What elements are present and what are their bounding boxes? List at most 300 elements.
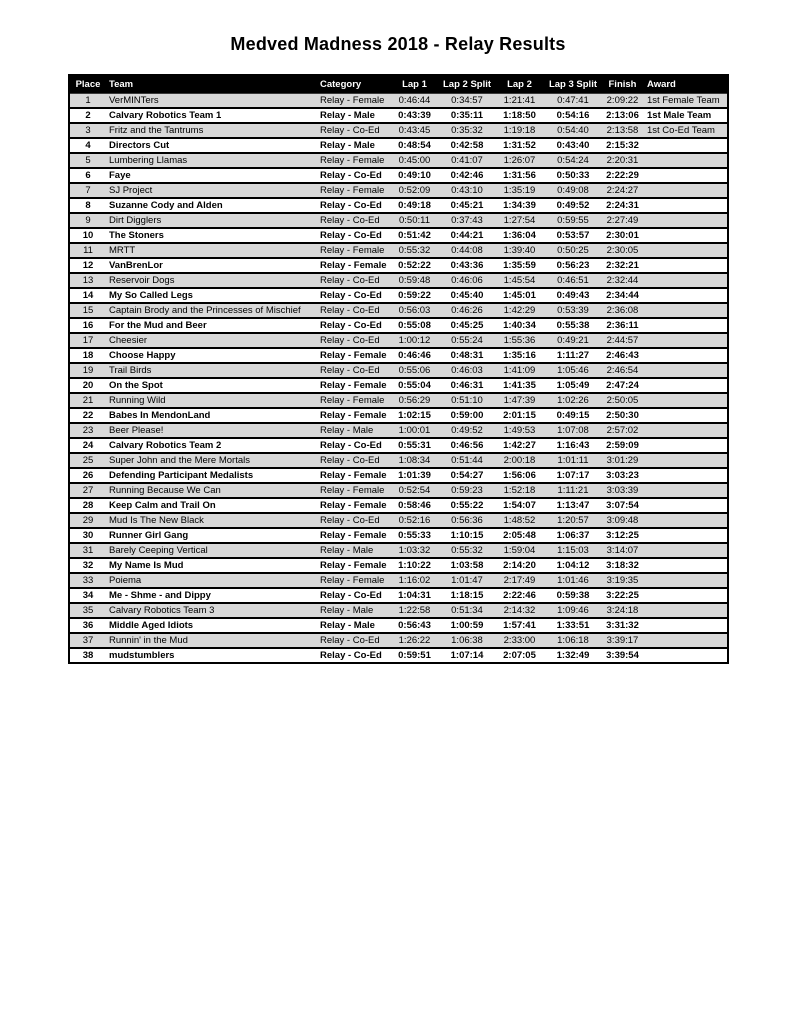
- cell-lap2split: 0:42:46: [439, 168, 494, 183]
- cell-lap2: 1:19:18: [494, 123, 544, 138]
- cell-lap2split: 0:45:25: [439, 318, 494, 333]
- cell-lap2: 1:52:18: [494, 483, 544, 498]
- cell-team: Babes In MendonLand: [105, 408, 316, 423]
- cell-place: 38: [69, 648, 105, 663]
- cell-place: 14: [69, 288, 105, 303]
- cell-lap1: 1:00:12: [389, 333, 439, 348]
- cell-category: Relay - Co-Ed: [316, 363, 389, 378]
- cell-finish: 2:30:01: [601, 228, 643, 243]
- cell-lap2split: 0:34:57: [439, 94, 494, 109]
- table-row: [69, 543, 728, 558]
- cell-lap2: 1:56:06: [494, 468, 544, 483]
- cell-place: 7: [69, 183, 105, 198]
- cell-lap2: 2:14:20: [494, 558, 544, 573]
- cell-award: [643, 648, 728, 663]
- results-table: [68, 74, 729, 664]
- cell-team: Runner Girl Gang: [105, 528, 316, 543]
- cell-finish: 3:22:25: [601, 588, 643, 603]
- cell-lap2split: 0:45:21: [439, 198, 494, 213]
- page-title: Medved Madness 2018 - Relay Results: [230, 34, 566, 54]
- cell-lap3split: 1:16:43: [544, 438, 601, 453]
- cell-lap2split: 0:55:22: [439, 498, 494, 513]
- table-row: [69, 393, 728, 408]
- cell-lap2split: 0:46:26: [439, 303, 494, 318]
- cell-category: Relay - Co-Ed: [316, 648, 389, 663]
- table-row: [69, 498, 728, 513]
- cell-lap2: 2:07:05: [494, 648, 544, 663]
- cell-award: [643, 588, 728, 603]
- cell-team: Beer Please!: [105, 423, 316, 438]
- cell-finish: 2:47:24: [601, 378, 643, 393]
- cell-lap2split: 1:03:58: [439, 558, 494, 573]
- table-row: [69, 573, 728, 588]
- cell-lap1: 1:16:02: [389, 573, 439, 588]
- table-row: [69, 558, 728, 573]
- cell-finish: 3:09:48: [601, 513, 643, 528]
- cell-team: On the Spot: [105, 378, 316, 393]
- cell-award: [643, 228, 728, 243]
- cell-team: Dirt Digglers: [105, 213, 316, 228]
- cell-place: 19: [69, 363, 105, 378]
- cell-team: Calvary Robotics Team 2: [105, 438, 316, 453]
- cell-lap3split: 0:54:16: [544, 108, 601, 123]
- cell-team: Keep Calm and Trail On: [105, 498, 316, 513]
- cell-lap2split: 0:51:44: [439, 453, 494, 468]
- cell-category: Relay - Female: [316, 348, 389, 363]
- cell-lap3split: 1:11:27: [544, 348, 601, 363]
- table-row: [69, 408, 728, 423]
- cell-lap3split: 1:13:47: [544, 498, 601, 513]
- cell-category: Relay - Male: [316, 108, 389, 123]
- cell-award: [643, 363, 728, 378]
- cell-lap3split: 1:06:37: [544, 528, 601, 543]
- cell-lap2split: 1:06:38: [439, 633, 494, 648]
- cell-finish: 3:24:18: [601, 603, 643, 618]
- cell-finish: 3:31:32: [601, 618, 643, 633]
- cell-finish: 2:13:58: [601, 123, 643, 138]
- table-row: [69, 288, 728, 303]
- cell-finish: 2:27:49: [601, 213, 643, 228]
- cell-finish: 3:39:17: [601, 633, 643, 648]
- cell-finish: 3:18:32: [601, 558, 643, 573]
- cell-lap1: 1:04:31: [389, 588, 439, 603]
- cell-award: [643, 333, 728, 348]
- cell-lap2split: 0:48:31: [439, 348, 494, 363]
- table-row: [69, 423, 728, 438]
- cell-award: [643, 393, 728, 408]
- cell-lap3split: 0:53:57: [544, 228, 601, 243]
- cell-team: Calvary Robotics Team 1: [105, 108, 316, 123]
- table-row: [69, 303, 728, 318]
- cell-finish: 2:32:44: [601, 273, 643, 288]
- table-header: [69, 75, 728, 94]
- cell-lap2split: 0:46:06: [439, 273, 494, 288]
- cell-place: 15: [69, 303, 105, 318]
- cell-lap2: 1:47:39: [494, 393, 544, 408]
- cell-award: [643, 468, 728, 483]
- cell-lap2split: 0:37:43: [439, 213, 494, 228]
- cell-lap1: 0:48:54: [389, 138, 439, 153]
- table-row: [69, 468, 728, 483]
- cell-lap3split: 0:49:08: [544, 183, 601, 198]
- cell-lap2split: 1:10:15: [439, 528, 494, 543]
- cell-place: 11: [69, 243, 105, 258]
- cell-lap1: 0:43:45: [389, 123, 439, 138]
- cell-lap3split: 0:49:52: [544, 198, 601, 213]
- cell-place: 4: [69, 138, 105, 153]
- cell-lap2: 2:17:49: [494, 573, 544, 588]
- cell-lap2: 1:35:16: [494, 348, 544, 363]
- cell-place: 13: [69, 273, 105, 288]
- cell-category: Relay - Female: [316, 258, 389, 273]
- cell-award: [643, 378, 728, 393]
- table-row: [69, 603, 728, 618]
- cell-lap3split: 1:11:21: [544, 483, 601, 498]
- table-row: [69, 258, 728, 273]
- cell-lap2: 1:39:40: [494, 243, 544, 258]
- cell-award: [643, 498, 728, 513]
- cell-finish: 2:09:22: [601, 94, 643, 109]
- cell-lap1: 1:00:01: [389, 423, 439, 438]
- cell-lap1: 0:52:22: [389, 258, 439, 273]
- cell-team: Running Because We Can: [105, 483, 316, 498]
- cell-team: My So Called Legs: [105, 288, 316, 303]
- cell-category: Relay - Co-Ed: [316, 453, 389, 468]
- cell-category: Relay - Female: [316, 573, 389, 588]
- cell-category: Relay - Female: [316, 528, 389, 543]
- cell-lap3split: 1:05:49: [544, 378, 601, 393]
- cell-finish: 2:36:11: [601, 318, 643, 333]
- cell-lap2split: 0:43:10: [439, 183, 494, 198]
- cell-lap2split: 0:45:40: [439, 288, 494, 303]
- cell-category: Relay - Female: [316, 483, 389, 498]
- cell-lap2: 1:31:52: [494, 138, 544, 153]
- cell-lap1: 1:10:22: [389, 558, 439, 573]
- table-row: [69, 633, 728, 648]
- cell-lap2split: 0:43:36: [439, 258, 494, 273]
- cell-award: [643, 483, 728, 498]
- cell-lap3split: 0:59:55: [544, 213, 601, 228]
- cell-team: Running Wild: [105, 393, 316, 408]
- cell-lap3split: 1:33:51: [544, 618, 601, 633]
- cell-lap2: 1:40:34: [494, 318, 544, 333]
- column-header-lap3split: Lap 3 Split: [544, 75, 601, 94]
- cell-team: VerMINTers: [105, 94, 316, 109]
- cell-lap3split: 0:47:41: [544, 94, 601, 109]
- cell-place: 33: [69, 573, 105, 588]
- cell-award: 1st Female Team: [643, 94, 728, 109]
- cell-award: [643, 273, 728, 288]
- cell-lap3split: 0:54:24: [544, 153, 601, 168]
- cell-lap2: 1:49:53: [494, 423, 544, 438]
- cell-place: 37: [69, 633, 105, 648]
- cell-team: The Stoners: [105, 228, 316, 243]
- cell-lap2: 1:35:59: [494, 258, 544, 273]
- cell-lap1: 0:59:48: [389, 273, 439, 288]
- table-row: [69, 648, 728, 663]
- cell-lap3split: 0:55:38: [544, 318, 601, 333]
- table-row: [69, 228, 728, 243]
- column-header-finish: Finish: [601, 75, 643, 94]
- cell-team: Faye: [105, 168, 316, 183]
- cell-place: 2: [69, 108, 105, 123]
- cell-award: [643, 258, 728, 273]
- cell-team: Middle Aged Idiots: [105, 618, 316, 633]
- cell-category: Relay - Female: [316, 94, 389, 109]
- cell-team: mudstumblers: [105, 648, 316, 663]
- cell-lap1: 1:08:34: [389, 453, 439, 468]
- cell-award: [643, 528, 728, 543]
- cell-finish: 2:36:08: [601, 303, 643, 318]
- cell-lap3split: 0:50:25: [544, 243, 601, 258]
- cell-award: [643, 603, 728, 618]
- cell-lap2: 1:34:39: [494, 198, 544, 213]
- cell-award: [643, 168, 728, 183]
- cell-category: Relay - Co-Ed: [316, 123, 389, 138]
- column-header-award: Award: [643, 75, 728, 94]
- cell-lap1: 0:59:22: [389, 288, 439, 303]
- cell-team: For the Mud and Beer: [105, 318, 316, 333]
- cell-category: Relay - Female: [316, 498, 389, 513]
- cell-finish: 2:34:44: [601, 288, 643, 303]
- cell-team: SJ Project: [105, 183, 316, 198]
- cell-lap2split: 0:46:31: [439, 378, 494, 393]
- cell-place: 22: [69, 408, 105, 423]
- cell-lap2split: 1:01:47: [439, 573, 494, 588]
- cell-finish: 2:57:02: [601, 423, 643, 438]
- column-header-team: Team: [105, 75, 316, 94]
- cell-category: Relay - Male: [316, 138, 389, 153]
- cell-lap2: 2:05:48: [494, 528, 544, 543]
- table-row: [69, 94, 728, 109]
- table-row: [69, 348, 728, 363]
- cell-lap1: 0:55:08: [389, 318, 439, 333]
- cell-team: Fritz and the Tantrums: [105, 123, 316, 138]
- cell-lap2: 1:21:41: [494, 94, 544, 109]
- cell-lap2: 1:42:29: [494, 303, 544, 318]
- cell-place: 3: [69, 123, 105, 138]
- cell-lap3split: 1:20:57: [544, 513, 601, 528]
- column-header-lap2split: Lap 2 Split: [439, 75, 494, 94]
- cell-finish: 2:32:21: [601, 258, 643, 273]
- cell-lap1: 0:46:44: [389, 94, 439, 109]
- cell-category: Relay - Co-Ed: [316, 438, 389, 453]
- cell-category: Relay - Co-Ed: [316, 168, 389, 183]
- cell-category: Relay - Male: [316, 543, 389, 558]
- cell-category: Relay - Co-Ed: [316, 213, 389, 228]
- cell-lap1: 0:56:29: [389, 393, 439, 408]
- cell-category: Relay - Male: [316, 603, 389, 618]
- cell-category: Relay - Co-Ed: [316, 318, 389, 333]
- cell-team: Trail Birds: [105, 363, 316, 378]
- cell-lap1: 0:46:46: [389, 348, 439, 363]
- cell-place: 8: [69, 198, 105, 213]
- cell-category: Relay - Female: [316, 558, 389, 573]
- cell-lap3split: 1:15:03: [544, 543, 601, 558]
- table-row: [69, 588, 728, 603]
- cell-lap2: 1:26:07: [494, 153, 544, 168]
- table-row: [69, 528, 728, 543]
- cell-category: Relay - Female: [316, 153, 389, 168]
- cell-category: Relay - Female: [316, 378, 389, 393]
- cell-team: MRTT: [105, 243, 316, 258]
- cell-lap1: 0:55:32: [389, 243, 439, 258]
- cell-finish: 2:44:57: [601, 333, 643, 348]
- cell-lap3split: 1:01:11: [544, 453, 601, 468]
- cell-finish: 2:24:27: [601, 183, 643, 198]
- cell-lap2: 1:45:01: [494, 288, 544, 303]
- cell-lap2split: 0:46:03: [439, 363, 494, 378]
- table-row: [69, 618, 728, 633]
- cell-lap2split: 0:56:36: [439, 513, 494, 528]
- cell-award: [643, 453, 728, 468]
- cell-lap1: 1:03:32: [389, 543, 439, 558]
- cell-lap2: 1:45:54: [494, 273, 544, 288]
- column-header-category: Category: [316, 75, 389, 94]
- cell-category: Relay - Co-Ed: [316, 288, 389, 303]
- cell-category: Relay - Co-Ed: [316, 198, 389, 213]
- cell-finish: 2:13:06: [601, 108, 643, 123]
- cell-lap1: 0:52:16: [389, 513, 439, 528]
- cell-place: 10: [69, 228, 105, 243]
- cell-lap1: 0:55:31: [389, 438, 439, 453]
- cell-lap2: 1:41:35: [494, 378, 544, 393]
- cell-lap2split: 1:00:59: [439, 618, 494, 633]
- cell-lap2split: 0:44:21: [439, 228, 494, 243]
- cell-category: Relay - Male: [316, 423, 389, 438]
- cell-lap2split: 0:54:27: [439, 468, 494, 483]
- cell-lap2: 1:54:07: [494, 498, 544, 513]
- cell-award: [643, 513, 728, 528]
- cell-lap1: 1:26:22: [389, 633, 439, 648]
- cell-lap3split: 1:07:17: [544, 468, 601, 483]
- cell-lap2split: 0:55:24: [439, 333, 494, 348]
- cell-lap3split: 1:09:46: [544, 603, 601, 618]
- cell-place: 1: [69, 94, 105, 109]
- cell-category: Relay - Co-Ed: [316, 228, 389, 243]
- cell-lap2: 1:35:19: [494, 183, 544, 198]
- cell-finish: 2:30:05: [601, 243, 643, 258]
- cell-lap1: 1:22:58: [389, 603, 439, 618]
- cell-place: 9: [69, 213, 105, 228]
- column-header-lap2: Lap 2: [494, 75, 544, 94]
- table-row: [69, 123, 728, 138]
- cell-award: [643, 543, 728, 558]
- cell-lap3split: 0:59:38: [544, 588, 601, 603]
- cell-lap1: 0:55:04: [389, 378, 439, 393]
- cell-lap2: 1:42:27: [494, 438, 544, 453]
- cell-lap2split: 0:46:56: [439, 438, 494, 453]
- cell-lap1: 0:58:46: [389, 498, 439, 513]
- cell-lap2: 2:01:15: [494, 408, 544, 423]
- cell-award: [643, 618, 728, 633]
- cell-category: Relay - Co-Ed: [316, 513, 389, 528]
- table-row: [69, 378, 728, 393]
- table-body: [69, 94, 728, 664]
- cell-finish: 2:46:43: [601, 348, 643, 363]
- cell-category: Relay - Co-Ed: [316, 303, 389, 318]
- cell-award: 1st Co-Ed Team: [643, 123, 728, 138]
- cell-lap3split: 1:32:49: [544, 648, 601, 663]
- table-row: [69, 273, 728, 288]
- cell-lap1: 0:51:42: [389, 228, 439, 243]
- cell-lap1: 0:56:03: [389, 303, 439, 318]
- cell-lap2split: 0:44:08: [439, 243, 494, 258]
- cell-lap1: 1:02:15: [389, 408, 439, 423]
- header-row: [69, 75, 728, 94]
- cell-lap3split: 0:53:39: [544, 303, 601, 318]
- cell-award: [643, 198, 728, 213]
- cell-award: [643, 318, 728, 333]
- cell-lap2split: 0:51:34: [439, 603, 494, 618]
- cell-finish: 3:14:07: [601, 543, 643, 558]
- cell-finish: 2:50:30: [601, 408, 643, 423]
- cell-team: VanBrenLor: [105, 258, 316, 273]
- cell-finish: 3:19:35: [601, 573, 643, 588]
- cell-lap3split: 0:49:15: [544, 408, 601, 423]
- cell-lap1: 0:52:54: [389, 483, 439, 498]
- cell-place: 18: [69, 348, 105, 363]
- cell-lap1: 0:52:09: [389, 183, 439, 198]
- cell-place: 21: [69, 393, 105, 408]
- cell-lap3split: 1:02:26: [544, 393, 601, 408]
- cell-lap3split: 0:56:23: [544, 258, 601, 273]
- cell-award: [643, 633, 728, 648]
- cell-lap2split: 1:18:15: [439, 588, 494, 603]
- cell-lap2: 1:59:04: [494, 543, 544, 558]
- cell-award: [643, 558, 728, 573]
- table-row: [69, 483, 728, 498]
- cell-place: 26: [69, 468, 105, 483]
- cell-lap3split: 0:43:40: [544, 138, 601, 153]
- cell-place: 34: [69, 588, 105, 603]
- table-row: [69, 183, 728, 198]
- cell-place: 6: [69, 168, 105, 183]
- cell-category: Relay - Male: [316, 618, 389, 633]
- cell-lap1: 0:50:11: [389, 213, 439, 228]
- cell-lap3split: 0:49:43: [544, 288, 601, 303]
- cell-lap3split: 1:07:08: [544, 423, 601, 438]
- cell-team: Mud Is The New Black: [105, 513, 316, 528]
- cell-team: Me - Shme - and Dippy: [105, 588, 316, 603]
- cell-place: 24: [69, 438, 105, 453]
- cell-lap2: 1:27:54: [494, 213, 544, 228]
- cell-lap2: 1:48:52: [494, 513, 544, 528]
- cell-category: Relay - Female: [316, 393, 389, 408]
- cell-lap3split: 0:46:51: [544, 273, 601, 288]
- cell-award: 1st Male Team: [643, 108, 728, 123]
- cell-lap3split: 1:01:46: [544, 573, 601, 588]
- cell-place: 36: [69, 618, 105, 633]
- cell-team: Suzanne Cody and Alden: [105, 198, 316, 213]
- cell-team: Runnin' in the Mud: [105, 633, 316, 648]
- cell-award: [643, 408, 728, 423]
- cell-team: Calvary Robotics Team 3: [105, 603, 316, 618]
- cell-category: Relay - Co-Ed: [316, 333, 389, 348]
- cell-finish: 3:03:39: [601, 483, 643, 498]
- cell-lap1: 0:55:33: [389, 528, 439, 543]
- cell-lap1: 0:56:43: [389, 618, 439, 633]
- cell-team: My Name Is Mud: [105, 558, 316, 573]
- cell-lap1: 0:49:18: [389, 198, 439, 213]
- cell-place: 16: [69, 318, 105, 333]
- cell-place: 32: [69, 558, 105, 573]
- cell-place: 29: [69, 513, 105, 528]
- cell-lap3split: 1:05:46: [544, 363, 601, 378]
- cell-award: [643, 138, 728, 153]
- cell-finish: 2:46:54: [601, 363, 643, 378]
- cell-finish: 2:50:05: [601, 393, 643, 408]
